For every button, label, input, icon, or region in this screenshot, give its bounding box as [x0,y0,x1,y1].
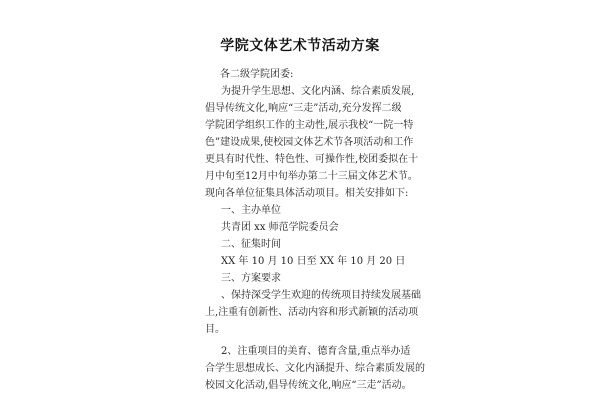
salutation-line: 各二级学院团委: [220,69,294,80]
requirement-line: 、保持深受学生欢迎的传统项目持续发展基础 [221,290,421,301]
intro-line: 更具有时代性、特色性、可操作性,校团委拟在十 [205,154,419,165]
requirement-line: 上,注重有创新性、活动内容和形式新颖的活动项 [205,307,419,318]
salutation [220,66,410,83]
organizer-text: 共青团 xx 师范学院委员会 [221,222,339,233]
sections [205,202,406,287]
requirement-1 [205,287,421,338]
requirement-line: 校园文化活动,倡导传统文化,响应“三走”活动。 [205,380,412,391]
intro-line: 倡导传统文化,响应“三走”活动,充分发挥二级 [205,103,402,114]
document-title: 学院文体艺术节活动方案 [220,38,380,54]
intro-line: 月中旬至12月中旬举办第二十三届文体艺术节。 [205,171,418,182]
requirement-line: 目。 [205,324,225,335]
intro-line: 为提升学生思想、文化内涵、综合素质发展, [221,86,415,97]
requirement-line: 合学生思想成长、文化内涵提升、综合素质发展的 [205,363,425,374]
intro-line: 现向各单位征集具体活动项目。相关安排如下: [205,188,409,199]
intro-paragraph [205,83,419,202]
section-heading-requirements: 三、方案要求 [221,273,281,284]
section-heading-organizer: 一、主办单位 [221,205,281,216]
intro-line: 色”建设成果,使校园文体艺术节各项活动和工作 [205,137,414,148]
section-heading-period: 二、征集时间 [221,239,281,250]
period-text: XX 年 10 月 10 日至 XX 年 10 月 20 日 [221,256,406,267]
requirement-line: 2、注重项目的美育、德育含量,重点举办适 [221,346,411,357]
requirement-2 [205,343,425,394]
intro-line: 学院团学组织工作的主动性,展示我校“一院一特 [205,120,414,131]
